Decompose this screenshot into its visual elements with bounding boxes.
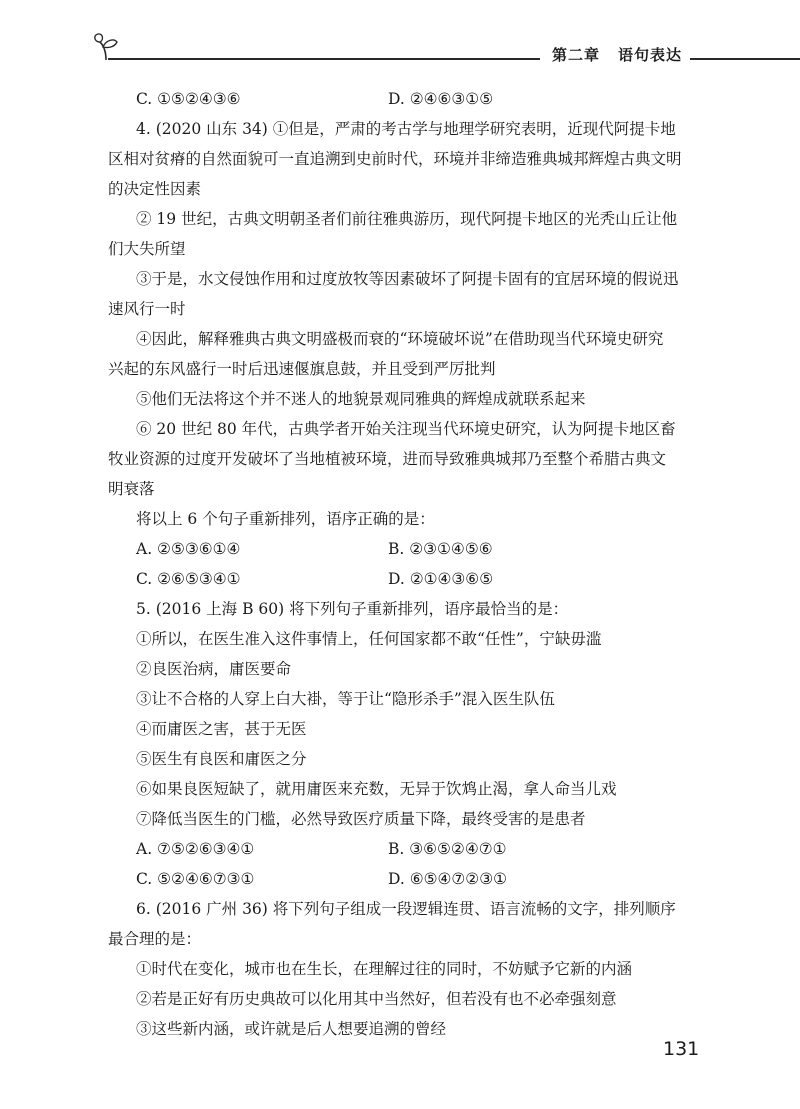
answer-options-row <box>108 564 708 594</box>
text-line: ③让不合格的人穿上白大褂，等于让“隐形杀手”混入医生队伍 <box>136 690 555 708</box>
text-line: ①时代在变化，城市也在生长，在理解过往的同时，不妨赋予它新的内涵 <box>136 960 633 978</box>
answer-option: B. ②③①④⑤⑥ <box>388 540 493 558</box>
text-line: 最合理的是： <box>108 930 202 948</box>
answer-option: A. ⑦⑤②⑥③④① <box>136 840 255 858</box>
page-header <box>0 0 800 80</box>
text-line: 速风行一时 <box>108 300 186 318</box>
text-line: ⑤医生有良医和庸医之分 <box>136 750 307 768</box>
chapter-number: 第二章 <box>552 46 601 64</box>
answer-option: D. ②①④③⑥⑤ <box>388 570 494 588</box>
text-line: 们大失所望 <box>108 240 186 258</box>
text-line: 区相对贫瘠的自然面貌可一直追溯到史前时代，环境并非缔造雅典城邦辉煌古典文明 <box>108 150 682 168</box>
page-body <box>108 84 708 1044</box>
text-line: 兴起的东风盛行一时后迅速偃旗息鼓，并且受到严厉批判 <box>108 360 496 378</box>
chapter-title <box>552 44 682 65</box>
text-line: ②若是正好有历史典故可以化用其中当然好，但若没有也不必牵强刻意 <box>136 990 617 1008</box>
answer-option: A. ②⑤③⑥①④ <box>136 540 241 558</box>
text-line: ②良医治病，庸医要命 <box>136 660 292 678</box>
text-line: 明衰落 <box>108 480 155 498</box>
answer-option: C. ⑤②④⑥⑦③① <box>136 870 255 888</box>
answer-options-row <box>108 834 708 864</box>
answer-options-row <box>108 84 708 114</box>
text-line: ①所以，在医生准入这件事情上，任何国家都不敢“任性”，宁缺毋滥 <box>136 630 602 648</box>
header-rule-left <box>108 58 540 60</box>
answer-option: C. ①⑤②④③⑥ <box>136 90 241 108</box>
answer-options-row <box>108 534 708 564</box>
text-line: ⑤他们无法将这个并不迷人的地貌景观同雅典的辉煌成就联系起来 <box>136 390 586 408</box>
text-line: ② 19 世纪，古典文明朝圣者们前往雅典游历，现代阿提卡地区的光秃山丘让他 <box>136 210 678 228</box>
text-line: ⑥如果良医短缺了，就用庸医来充数，无异于饮鸩止渴，拿人命当儿戏 <box>136 780 617 798</box>
header-rule-right <box>690 58 800 60</box>
text-line: ③这些新内涵，或许就是后人想要追溯的曾经 <box>136 1020 447 1038</box>
answer-option: D. ②④⑥③①⑤ <box>388 90 494 108</box>
text-line: ④因此，解释雅典古典文明盛极而衰的“环境破坏说”在借助现当代环境史研究 <box>136 330 664 348</box>
text-line: ③于是，水文侵蚀作用和过度放牧等因素破坏了阿提卡固有的宜居环境的假说迅 <box>136 270 679 288</box>
text-line: ④而庸医之害，甚于无医 <box>136 720 307 738</box>
page-number: 131 <box>663 1038 700 1060</box>
text-line: ⑦降低当医生的门槛，必然导致医疗质量下降，最终受害的是患者 <box>136 810 586 828</box>
text-line: 牧业资源的过度开发破坏了当地植被环境，进而导致雅典城邦乃至整个希腊古典文 <box>108 450 667 468</box>
section-title: 语句表达 <box>618 46 683 64</box>
answer-options-row <box>108 864 708 894</box>
text-line: 6. (2016 广州 36) 将下列句子组成一段逻辑连贯、语言流畅的文字，排列顺序 <box>136 900 676 918</box>
answer-option: D. ⑥⑤④⑦②③① <box>388 870 507 888</box>
text-line: 4. (2020 山东 34) ①但是，严肃的考古学与地理学研究表明，近现代阿提卡地 <box>136 120 676 138</box>
text-line: 的决定性因素 <box>108 180 202 198</box>
text-line: 将以上 6 个句子重新排列，语序正确的是： <box>136 510 435 528</box>
answer-option: B. ③⑥⑤②④⑦① <box>388 840 507 858</box>
answer-option: C. ②⑥⑤③④① <box>136 570 241 588</box>
text-line: 5. (2016 上海 B 60) 将下列句子重新排列，语序最恰当的是： <box>136 600 569 618</box>
text-line: ⑥ 20 世纪 80 年代，古典学者开始关注现当代环境史研究，认为阿提卡地区畜 <box>136 420 676 438</box>
